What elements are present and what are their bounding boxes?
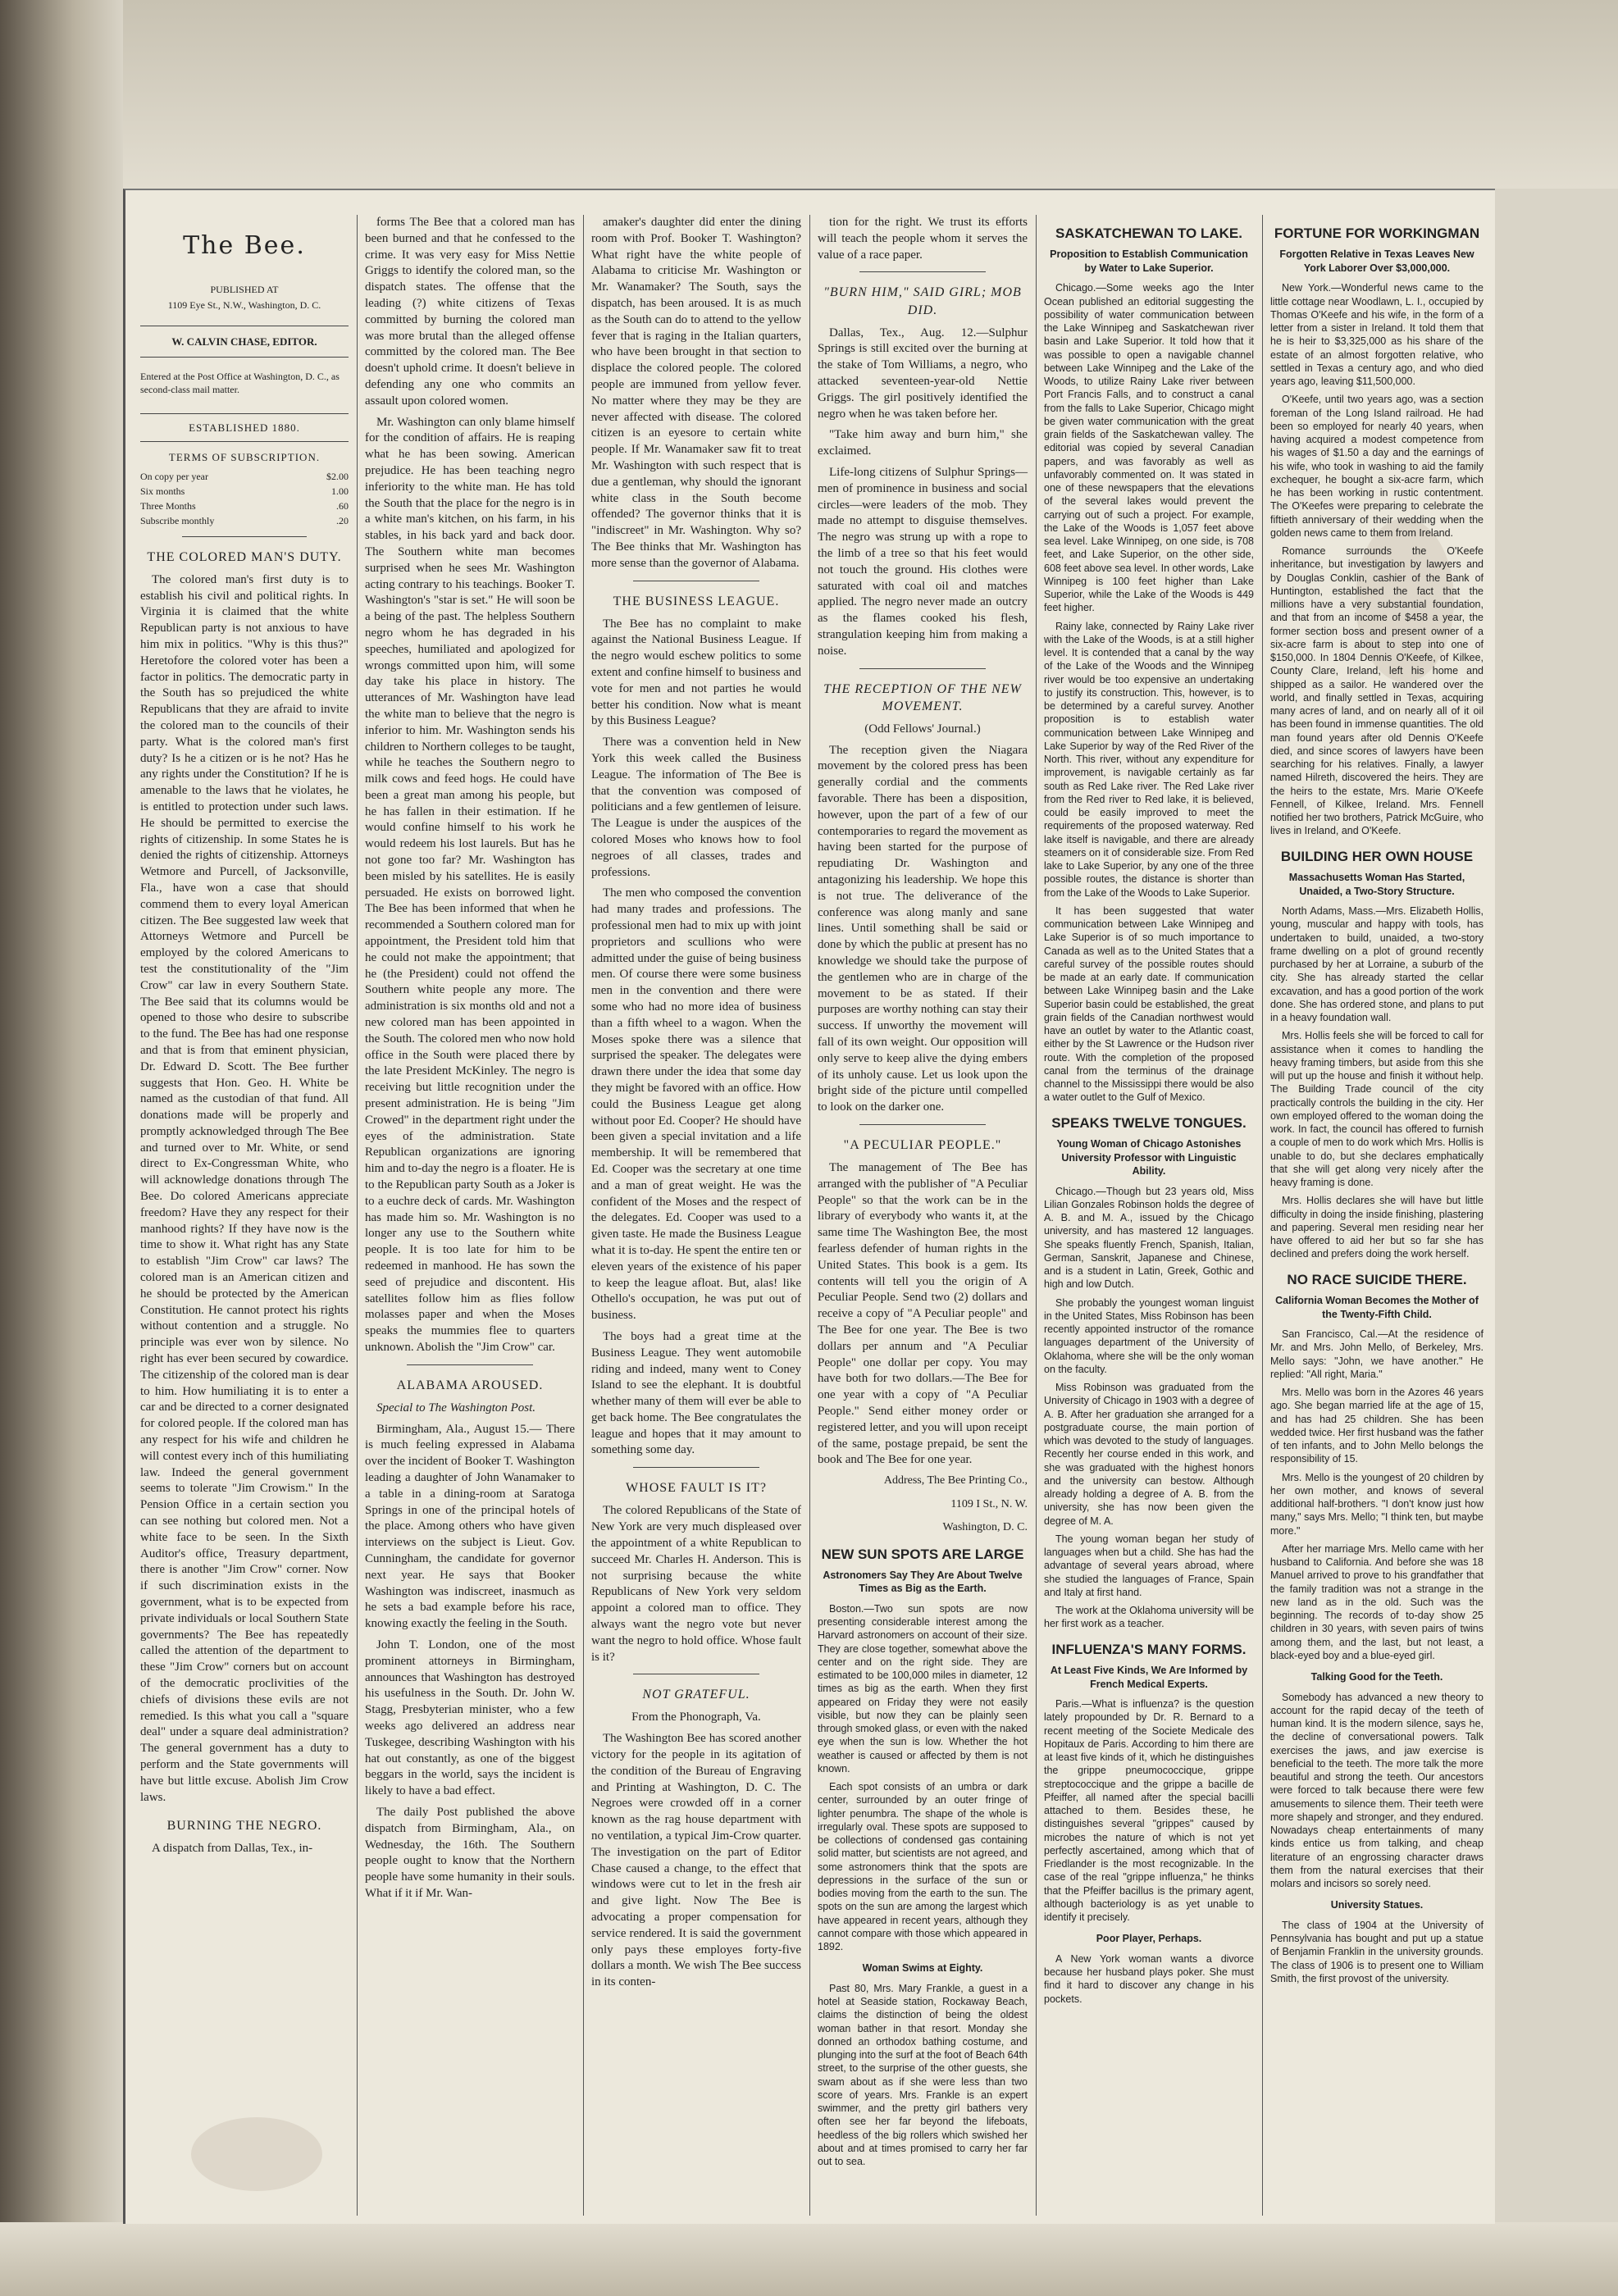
headline-twelve-tongues: SPEAKS TWELVE TONGUES. xyxy=(1051,1114,1247,1131)
article-text: O'Keefe, until two years ago, was a section foreman of the Long Island railroad. He had been so employed for nearly 40 years, when having acquired a modest competence from his wages of $1.50 a day and the earnings of his wife, who took in washing to aid the family exchequer, he bought a six-acre farm, which he has been working in rustic contentment. The O'Keefes were preparing to celebrate the fiftieth anniversary of their wedding when the golden news came to them from Ireland. xyxy=(1270,394,1484,539)
article-text: Boston.—Two sun spots are now presenting considerable interest among the Harvard astronomers on account of their size. They are close together, somewhat above the center and on the right side. They are estimated to be 100,000 miles in diameter, 12 times as big as the earth. When they first appeared on Friday they were not easily visible, but now they can be plainly seen through smoked glass, or even with the naked eye when the sun is low. Whether the hot weather is caused or affected by them is not known. xyxy=(818,1602,1028,1774)
column-3 xyxy=(585,215,808,2216)
page-top-fold xyxy=(0,0,1618,189)
article-text: The Washington Bee has scored another victory for the people in its agitation of the condition of the Bureau of Engraving and Printing at Washington, D. C. The Negroes were crowded off in a corner known as the rag house department with no ventilation, a typical Jim-Crow quarter. The investigation on the part of Editor Chase caused a change, to the effect that windows were cut to let in the fresh air and give light. Now The Bee is advocating a proper compensation for service rendered. It is said the government only pays these employes forty-five dollars a month. We wish The Bee success in its conten- xyxy=(591,1732,801,1989)
article-source: From the Phonograph, Va. xyxy=(631,1711,761,1724)
article-text: Mrs. Hollis feels she will be forced to call for assistance when it comes to handling the heavy framing timbers, but aside from this she will put up the house and finish it without help. The Building Trade council of the city practically controls the building in the city. Her own employed offered to the woman doing the work. In fact, the council has offered to furnish a couple of men to do work which Mrs. Hollis is unable to do, but she declares emphatically that she will get along very nicely after the heavy framing is done. xyxy=(1270,1030,1484,1189)
article-text: A dispatch from Dallas, Tex., in- xyxy=(152,1842,313,1856)
article-text: Rainy lake, connected by Rainy Lake river with the Lake of the Woods, is at a still higher level. It is contended that a canal by the way of the Lake of the Woods and the Winnipeg river would be too expensive an undertaking to justify its construction. This, however, is to be determined by a careful survey. Another proposition is to establish water communication between Lake Winnipeg and Lake Superior by way of the Red River of the North. This river, without any expenditure for improvement, is navigable certainly as far south as Red Lake river. The Red Lake river from the Red river to Red lake, it is believed, could be easily improved to meet the requirements of the proposed waterway. Red lake itself is navigable, and there are already steamers on it of considerable size. From Red lake to Lake Superior, by any one of the three possible routes, the distance is shorter than from the Lake of the Woods to Lake Superior. xyxy=(1044,620,1254,899)
article-text: The colored Republicans of the State of New York are very much displeased over the appointment of a white Republican to succeed Mr. Charles H. Anderson. This is not surprising because the white Republicans of New York very seldom appoint a colored man to office. They always want the negro vote but never want the negro to hold office. Whose fault is it? xyxy=(591,1504,801,1664)
column-rule xyxy=(357,215,358,2216)
headline-poor-player: Poor Player, Perhaps. xyxy=(1096,1933,1202,1945)
headline-influenza: INFLUENZA'S MANY FORMS. xyxy=(1051,1641,1247,1657)
headline-colored-mans-duty: THE COLORED MAN'S DUTY. xyxy=(147,549,342,564)
article-text: She probably the youngest woman linguist in the United States, Miss Robinson has been recently appointed instructor of the romance languages department of the University of Oklahoma, where she will be the only woman on the faculty. xyxy=(1044,1296,1254,1375)
subheadline: Young Woman of Chicago Astonishes University Professor with Linguistic Ability. xyxy=(1056,1138,1242,1178)
terms-row: Subscribe monthly .20 xyxy=(140,514,349,526)
article-text: The class of 1904 at the University of Pennsylvania has bought and put up a statue of Benjamin Franklin in the university grounds. The class of 1906 is to present one to William Smith, the first provost of the university. xyxy=(1270,1919,1484,1984)
masthead-address: 1109 Eye St., N.W., Washington, D. C. xyxy=(167,299,321,312)
headline-burn-him: "BURN HIM," SAID GIRL; MOB DID. xyxy=(823,285,1022,317)
subheadline: At Least Five Kinds, We Are Informed by French Medical Experts. xyxy=(1050,1665,1248,1690)
article-text: The men who composed the convention had many trades and professions. The professional men had to mix up with joint proprietors and scullions who were admitted under the guise of being business men. Of course there were some business men in the convention and there were some who had no more idea of business than a fifth wheel to a wagon. When the Moses spoke there was a silence that surprised the speaker. The delegates were drawn there under the idea that some day they might be favored with an office. How could the Business League get along without poor Ed. Cooper? He should have been given a special invitation and a life membership. It will be remembered that Ed. Cooper was the secretary at one time and a man of great weight. He was the confident of the Moses and the respect of the delegates. Ed. Cooper was used to a given taste. He made the Business League what it is to-day. He spent the entire ten or eleven years of the existence of his paper to keep the league afloat. But, alas! like Othello's occupation, he was put out of business. xyxy=(591,886,801,1323)
headline-race-suicide: NO RACE SUICIDE THERE. xyxy=(1287,1271,1467,1287)
column-rule xyxy=(583,215,584,2216)
terms-row: On copy per year $2.00 xyxy=(140,471,349,483)
subheadline: Proposition to Establish Communication by Water to Lake Superior. xyxy=(1050,248,1248,274)
masthead-established: ESTABLISHED 1880. xyxy=(140,413,349,442)
article-text: tion for the right. We trust its efforts will teach the people whom it serves the value of a race paper. xyxy=(818,216,1028,262)
column-rule xyxy=(809,215,810,2216)
article-text: Mrs. Mello was born in the Azores 46 years ago. She began married life at the age of 15, and has had 25 children. She has been wedded twice. Her first husband was the father of ten infants, and to John Mello belongs the responsibility of 15. xyxy=(1270,1387,1484,1465)
article-text: "Take him away and burn him," she exclaimed. xyxy=(818,428,1028,458)
headline-building-house: BUILDING HER OWN HOUSE xyxy=(1280,848,1474,864)
published-at: PUBLISHED AT xyxy=(210,283,279,295)
subheadline: Forgotten Relative in Texas Leaves New York Laborer Over $3,000,000. xyxy=(1279,248,1474,274)
newspaper-page xyxy=(123,189,1495,2224)
article-text: Chicago.—Some weeks ago the Inter Ocean published an editorial suggesting the possibility of water communication between the Lake Winnipeg and Saskatchewan river basin and Lake Superior. It told how that it was possible to open a navigable channel between Lake Winnipeg and the Lake of the Woods, to utilize Rainy Lake river between Port Francis Falls, and to construct a canal from the falls to Lake Superior, Chicago might be given water communication with the great grain fields of the Saskatchewan valley. The editorial was copied by several Canadian papers, and was favorably as well as unfavorably commented on. It was stated in one of these newspapers that the elevations of the several lakes would prevent the carrying out of such a project. For example, the Lake of the Woods is 1,057 feet above sea level. Lake Winnipeg, on one side, is 708 feet, and Lake Superior, on the other side, 608 feet above sea level. In other words, Lake Winnipeg is 100 feet higher than Lake Superior, while the Lake of the Woods is 449 feet higher. xyxy=(1044,282,1254,614)
headline-saskatchewan: SASKATCHEWAN TO LAKE. xyxy=(1055,226,1242,241)
address-line: 1109 I St., N. W. xyxy=(950,1497,1028,1510)
article-text: A New York woman wants a divorce because her husband plays poker. She must find it hard to discover any change in his pockets. xyxy=(1044,1952,1254,2005)
headline-burning-the-negro: BURNING THE NEGRO. xyxy=(166,1819,322,1834)
divider xyxy=(633,1467,759,1468)
divider xyxy=(182,536,307,537)
article-dateline: Special to The Washington Post. xyxy=(376,1401,536,1414)
column-4 xyxy=(811,215,1034,2216)
article-text: forms The Bee that a colored man has been burned and that he confessed to the crime. It was very easy for Miss Nettie Griggs to identify the colored man, so the dispatch states. The offense that the leading (?) white citizens of Texas committed by burning the colored man was more brutal than the alleged offense committed by the colored man. The Bee doesn't uphold crime. It doesn't believe in defending any one who commits an assault upon colored women. xyxy=(365,216,575,408)
terms-title: TERMS OF SUBSCRIPTION. xyxy=(168,451,321,464)
headline-business-league: THE BUSINESS LEAGUE. xyxy=(613,594,780,608)
article-text: San Francisco, Cal.—At the residence of Mr. and Mrs. John Mello, of Berkeley, Mrs. Mello says: "John, we have another." He replied: "All right, Maria." xyxy=(1270,1328,1484,1380)
article-text: John T. London, one of the most prominent attorneys in Birmingham, announces that Washington has destroyed his usefulness in the South. Dr. John W. Stagg, Presbyterian minister, who a few weeks ago delivered an address near Tuskegee, describing Washington with his hat out constantly, as one of the biggest beggars in the world, says the incident is likely to have a bad effect. xyxy=(365,1638,575,1798)
article-text: The boys had a great time at the Business League. They went automobile riding and indeed, many went to Coney Island to see the elephant. It is doubtful whether many of them will ever be able to get back home. The Bee congratulates the league and hopes that it may amount to something some day. xyxy=(591,1329,801,1457)
article-text: The colored man's first duty is to establish his civil and political rights. In Virginia it is claimed that the white Republican party is not anxious to have him mix in politics. "Why is this thus?" Heretofore the colored voter has been a factor in politics. The democratic party in the South has so prejudiced the white Republicans that they are afraid to invite the colored man to the councils of their party. What is the colored man's first duty? Is he a citizen or is he not? Has he any rights under the Constitution? If he is amenable to the laws that he violates, he is entitled to protection under such laws. He should be permitted to exercise the rights of citizenship. In some States he is denied the rights of citizenship. Attorneys Wetmore and Purcell, of Jacksonville, Fla., have won a case that should commend them to every loyal American citizen. The Bee suggested law week that Attorneys Wetmore and Purcell be employed by the colored Americans to test the constitutionality of the "Jim Crow" car law in every Southern State. The Bee said that its columns would be opened to those who desire to subscribe to the fund. The Bee has had one response and that is from that eminent physician, Dr. Edward D. Scott. The Bee further suggests that Hon. Geo. H. White be named as the custodian of that fund. All donations made will be properly and promptly acknowledged through The Bee and turned over to Mr. White, or send direct to Ex-Congressman White, who will acknowledge donations through The Bee. Do colored Americans appreciate freedom? Have they any respect for their manhood rights? If they have now is the time to show it. What right has any State to establish "Jim Crow" car laws? The colored man is an American citizen and he should be protected by the American Constitution. He cannot protect his rights without contention and a struggle. No principle was ever won by silence. No right has ever been secured by cowardice. The citizenship of the colored man is dear to him. How humiliating it is to enter a car and be directed to a corner designated for colored people. If the colored man has any respect for his wife and children he will contest every inch of this humiliating law. Indeed the general government seems to tolerate "Jim Crowism." In the Pension Office in a certain section you can see nothing but colored men. Not a white face to be seen. In the Sixth Auditor's office, Treasury department, there is another "Jim Crow" corner. Now if such discrimination exists in the government, what is to be expected from private individuals or local Southern State governments? The Bee has repeatedly called the attention of the department to these "Jim Crow" corners but on account of the democratic proclivities of the chiefs of divisions these evils are not remedied. Is this what you call a "square deal" under a square deal administration? The general government has a duty to perform and the State governments will have but little excuse. Abolish Jim Crow laws. xyxy=(140,572,349,1804)
column-1 xyxy=(134,215,355,2216)
article-text: Somebody has advanced a new theory to account for the rapid decay of the teeth of human kind. It is the modern silence, says he, the decline of conversational powers. Talk exercises the jaws, and jaw exercise is beneficial to the teeth. The more talk the more beautiful and strong the teeth. Our ancestors were forced to talk because there were few amusements to silence them. Their teeth were more shapely and stronger, and they endured. Nowadays cheap entertainments of many kinds entice us from talking, and cheap literature of an engrossing character draws them from the natural exercises that their molars and incisors so sorely need. xyxy=(1270,1691,1484,1890)
article-text: The reception given the Niagara movement by the colored press has been generally cordial and the comments favorable. There has been a disposition, however, upon the part of a few of our contemporaries to regard the movement as having been started for the purpose of repudiating Dr. Washington and antagonizing his leadership. We hope this is not true. The deliverance of the conference was along manly and sane lines. Until something shall be said or done by which the public at present has no knowledge we should take the purpose of the gentlemen who are in charge of the movement to be as stated. If their purposes are worthy nothing can stay their success. If unworthy the movement will fall of its own weight. Our opposition will only serve to keep alive the dying embers of its unholy cause. Let us look upon the bright side of the picture until compelled to look on the darker one. xyxy=(818,743,1028,1114)
article-text: There was a convention held in New York this week called the Business League. The information of The Bee is that the convention was composed of politicians and a few gentlemen of leisure. The League is under the auspices of the colored Moses who knows how to fool negroes of all classes, trades and professions. xyxy=(591,736,801,879)
article-text: North Adams, Mass.—Mrs. Elizabeth Hollis, young, muscular and happy with tools, has undertaken to build, unaided, a two-story frame dwelling on a plot of ground recently purchased by her at Lorraine, a suburb of the city. She has already started the cellar excavation, and has a good portion of the work done. She has ordered stone, and plans to put in a heavy foundation wall. xyxy=(1270,905,1484,1024)
article-text: Each spot consists of an umbra or dark center, surrounded by an outer fringe of lighter penumbra. The shape of the whole is irregularly oval. These spots are supposed to be collections of condensed gas containing solid matter, but scientists are not agreed, and some astronomers think that the spots are depressions in the surface of the sun or bodies moving from the earth to the sun. The spots on the sun are among the largest which have appeared in recent years, although they cannot compare with those which appeared in 1892. xyxy=(818,1781,1028,1953)
divider xyxy=(859,668,986,669)
article-text: Mr. Washington can only blame himself for the condition of affairs. He is reaping what he has been sowing. American prejudice. He has been teaching negro inferiority to the white man. He has told the South that the place for the negro is in a white man's kitchen, on his farm, in his stables, in his back yard and back door. The Southern white man becomes surprised when he sees Mr. Washington acting contrary to his teachings. Booker T. Washington's "star is set." He will soon be a being of the past. The helpless Southern negro whom he has degraded in his speeches, humiliated and apologized for wrongs committed upon him, will some day take his place in history. The utterances of Mr. Washington have lead the white man to believe that the negro is inferior to him. Mr. Washington sends his children to Northern colleges to be taught, while he teaches the Southern negro to milk cows and feed hogs. He could have been a great man among his people, but he has fallen in their estimation. If he would confine himself to his work he would redeem his lost laurels. But has he not gone too far? Mr. Washington has been misled by his satellites. He is easily persuaded. He exists on borrowed light. The Bee has been informed that when he recommended a Southern colored man for appointment, the President told him that he could not make the appointment; that he (the President) could not offend the Southern white people any more. The administration is six months old and not a new colored man has been appointed in the South. The colored men who now hold office in the South were placed there by the late President McKinley. The negro is receiving but little recognition under the present administration. He is being "Jim Crowed" in the department right under the eyes of the administration. State Republican organizations are ignoring him and to-day the negro is a floater. He is to the Republican party South as a Joker is to a euchre deck of cards. Mr. Washington has made him so. Mr. Washington is no longer any use to the Southern white people. It is too late for him to be redeemed in manhood. He has sown the seed of prejudice and discontent. His satellites follow him as flies follow molasses paper and when the Moses speaks the mummies flee to quarters unknown. Abolish the "Jim Crow" car. xyxy=(365,415,575,1354)
article-text: Chicago.—Though but 23 years old, Miss Lilian Gonzales Robinson holds the degree of A. B. and M. A., issued by the Chicago university, and has mastered 12 languages. She speaks fluently French, Spanish, Italian, German, Sanskrit, Japanese and Chinese, and is a student in Latin, Greek, Gothic and high and low Dutch. xyxy=(1044,1185,1254,1291)
column-6 xyxy=(1264,215,1490,2216)
article-text: Paris.—What is influenza? is the question lately propounded by Dr. R. Bernard to a recent meeting of the Societe Medicale des Hopitaux de Paris. According to him there are at least five kinds of it, which he distinguishes the grippe pneumococcique, grippe streptococcique and the grippe a bacille de Pfeiffer, all named after the special bacilli attached to them. Besides these, he distinguishes several "grippes" caused by microbes the nature of which is not yet perfectly ascertained, among which that of Friedlander is the most recognizable. In the case of the real "grippe influenza," he thinks that the Pfeiffer bacillus is the primary agent, although bacteriology is as yet unable to identify it precisely. xyxy=(1044,1698,1254,1924)
column-2 xyxy=(358,215,581,2216)
headline-sun-spots: NEW SUN SPOTS ARE LARGE xyxy=(821,1546,1024,1562)
article-text: The young woman began her study of languages when but a child. She has had the advantage of several years abroad, where she studied the languages of France, Spain and Italy at first hand. xyxy=(1044,1533,1254,1598)
article-text: After her marriage Mrs. Mello came with her husband to California. And before she was 18 Manuel arrived to prove to his grandfather that the family tradition was not a strange in the new land as in the old. Such was the beginning. The records of to-day show 25 children in 30 years, with seven pairs of twins among them, and the last, but not least, a black-eyed boy and a blue-eyed girl. xyxy=(1270,1542,1484,1661)
page-bottom-fold xyxy=(0,2222,1618,2296)
article-text: The work at the Oklahoma university will be her first work as a teacher. xyxy=(1044,1605,1254,1630)
article-text: Miss Robinson was graduated from the University of Chicago in 1903 with a degree of A. B. After her graduation she arranged for a postgraduate course, the main portion of which was devoted to the study of languages. Recently her course ended in this work, and she was graduated with the highest honors and the university can bestow. Although already holding a degree of A. B. from the university, she has now been given the degree of M. A. xyxy=(1044,1382,1254,1527)
divider xyxy=(859,1124,986,1125)
headline-woman-swims: Woman Swims at Eighty. xyxy=(862,1962,983,1975)
article-text: It has been suggested that water communication between Lake Winnipeg and Lake Superior is of so much importance to Canada as well as to the United States that a careful survey of the possible routes should be made at an early date. If communication between Lake Winnipeg basin and the Lake Superior basin could be established, the great grain fields of the Canadian northwest would have an outlet by water to the Atlantic coast, either by the St Lawrence or the Hudson river route. With the completion of the proposed canal from the terminus of the drainage channel to the Mississippi there would be also a water outlet to the Gulf of Mexico. xyxy=(1044,904,1254,1104)
article-text: amaker's daughter did enter the dining room with Prof. Booker T. Washington? What right have the white people of Alabama to criticise Mr. Washington or Mr. Wanamaker? The South, says the dispatch, has been aroused. It is as much as the South can do to attend to the yellow fever that is raging in the Italian quarters, who have been brought in that section to displace the colored people. The colored people are immuned from yellow fever. No matter where they may be they are never affected with disease. The colored citizen is an eyesore to certain white people. If Mr. Wanamaker saw fit to treat Mr. Washington with such respect that is due a gentleman, why should the ignorant white class in the South become offended? The governor thinks that it is "indiscreet" in Mr. Washington. Why so? The Bee thinks that Mr. Washington has more sense than the governor of Alabama. xyxy=(591,216,801,570)
headline-reception: THE RECEPTION OF THE NEW MOVEMENT. xyxy=(823,681,1022,713)
article-text: Mrs. Hollis declares she will have but little difficulty in doing the inside finishing, plastering and papering. Several men residing near her have offered to aid her but so far she has declined and prefers doing the work herself. xyxy=(1270,1195,1484,1260)
terms-row: Three Months .60 xyxy=(140,500,349,512)
article-text: The daily Post published the above dispatch from Birmingham, Ala., on Wednesday, the 16th. The Southern people ought to know that the Northern people have some humanity in their souls. What if it if Mr. Wan- xyxy=(365,1806,575,1900)
headline-not-grateful: NOT GRATEFUL. xyxy=(642,1688,750,1702)
headline-peculiar-people: "A PECULIAR PEOPLE." xyxy=(843,1137,1002,1152)
article-text: Life-long citizens of Sulphur Springs—men of prominence in business and social circles—were leaders of the mob. They made no attempt to disguise themselves. The negro was strung up with a rope to the limb of a tree so that his feet would not touch the ground. His clothes were saturated with coal oil and matches applied. The negro never made an outcry as the flames cooked his flesh, strangulation keeping him from making a noise. xyxy=(818,465,1028,658)
column-rule xyxy=(1036,215,1037,2216)
article-text: The management of The Bee has arranged with the publisher of "A Peculiar People" so that the work can be in the library of everybody who wants it, at the same time The Washington Bee, the most fearless defender of human rights in the United States. This book is a gem. Its contents will tell you the origin of A Peculiar People. Send two (2) dollars and receive a copy of "A Peculiar people" and The Bee for one year. The Bee is two dollars per annum and "A Peculiar People" one dollar per copy. You may have both for two dollars.—The Bee for one year with a copy of "A Peculiar People." Send either money order or registered letter, and you will upon receipt of the same, postage prepaid, be sent the book and The Bee for one year. xyxy=(818,1161,1028,1467)
masthead-title: The Bee. xyxy=(183,231,306,260)
subheadline: Massachusetts Woman Has Started, Unaided, a Two-Story Structure. xyxy=(1288,872,1465,897)
subheadline: Astronomers Say They Are About Twelve Times as Big as the Earth. xyxy=(823,1569,1023,1595)
terms-row: Six months 1.00 xyxy=(140,485,349,498)
address-line: Washington, D. C. xyxy=(942,1521,1028,1534)
headline-alabama-aroused: ALABAMA AROUSED. xyxy=(396,1378,544,1392)
headline-whose-fault: WHOSE FAULT IS IT? xyxy=(626,1481,767,1496)
article-text: New York.—Wonderful news came to the little cottage near Woodlawn, L. I., occupied by Thomas O'Keefe and his wife, in the form of a letter from a sister in Ireland. It told them that he is heir to $3,325,000 as his share of the estate of an almost forgotten relative, who settled in Texas a century ago, and who died years ago, leaving $11,500,000. xyxy=(1270,282,1484,388)
address-line: Address, The Bee Printing Co., xyxy=(883,1474,1028,1487)
headline-fortune: FORTUNE FOR WORKINGMAN xyxy=(1274,226,1480,241)
divider xyxy=(407,1364,533,1365)
article-source: (Odd Fellows' Journal.) xyxy=(864,722,981,736)
column-rule xyxy=(1262,215,1263,2216)
article-text: Dallas, Tex., Aug. 12.—Sulphur Springs is still excited over the burning at the stake of Tom Williams, a negro, who attacked seventeen-year-old Nettie Griggs. The girl positively identified the negro when he was taken before her. xyxy=(818,326,1028,421)
headline-statues: University Statues. xyxy=(1330,1899,1424,1911)
article-text: Past 80, Mrs. Mary Frankle, a guest in a hotel at Seaside station, Rockaway Beach, claims the distinction of being the oldest woman bather in that resort. Monday she donned an orthodox bathing costume, and plunging into the surf at the foot of Beach 64th street, to the surprise of the other guests, she swam about as if she were less than two score of years. Mrs. Frankle is an expert swimmer, and the pretty girl bathers very often see her far beyond the lifeboats, heedless of the big rollers which swished her about and at times promised to carry her far out to sea. xyxy=(818,1982,1028,2168)
masthead-editor: W. CALVIN CHASE, EDITOR. xyxy=(140,326,349,358)
article-text: The Bee has no complaint to make against the National Business League. If the negro would eschew politics to some extent and confine himself to business and vote for men and not parties he would better his condition. Now what is meant by this Business League? xyxy=(591,617,801,728)
masthead-entered: Entered at the Post Office at Washington, D. C., as second-class mail matter. xyxy=(140,371,340,396)
article-text: Romance surrounds the O'Keefe inheritance, but investigation by lawyers and by Douglas Conklin, cashier of the Bank of Huntington, established the fact that the millions have a very substantial foundation, and that from an income of $458 a year, the former section boss and present owner of a six-acre farm is about to step into one of $150,000. In 1804 Dennis O'Keefe, of Kilkee, County Clare, Ireland, left his home and shipped as a sailor. He wandered over the world, and finally settled in Texas, acquiring many acres of land, and on nearly all of it oil has been found in immense quantities. The old man found years after old Dennis O'Keefe died, and since scores of lawyers have been searching for his relatives. Finally, a lawyer named Hilreth, discovered the heirs. They are the heirs to the estate, Mrs. Marie O'Keefe Fennell, of Kilkee, Ireland. Mrs. Fennell notified her two brothers, Patrick McGuire, who lives in Ireland, and O'Keefe. xyxy=(1270,545,1484,837)
article-text: Mrs. Mello is the youngest of 20 children by her own mother, and knows of several additional half-brothers. "I don't know just how many," says Mrs. Mello; "I think ten, but maybe more." xyxy=(1270,1471,1484,1537)
headline-teeth: Talking Good for the Teeth. xyxy=(1310,1671,1443,1683)
subheadline: California Woman Becomes the Mother of the Twenty-Fifth Child. xyxy=(1275,1295,1479,1320)
column-5 xyxy=(1037,215,1260,2216)
article-text: Birmingham, Ala., August 15.— There is much feeling expressed in Alabama over the incident of Booker T. Washington leading a daughter of John Wanamaker to a table in a dining-room at Saratoga Springs in one of the principal hotels of the place. Among others who have given interviews on the subject is Lieut. Gov. Cunningham, the candidate for governor next year. He says that Booker Washington was indiscreet, inasmuch as he sets a bad example before his race, knowing exactly the feeling in the South. xyxy=(365,1422,575,1631)
divider xyxy=(859,271,986,272)
page-left-edge xyxy=(0,0,123,2296)
